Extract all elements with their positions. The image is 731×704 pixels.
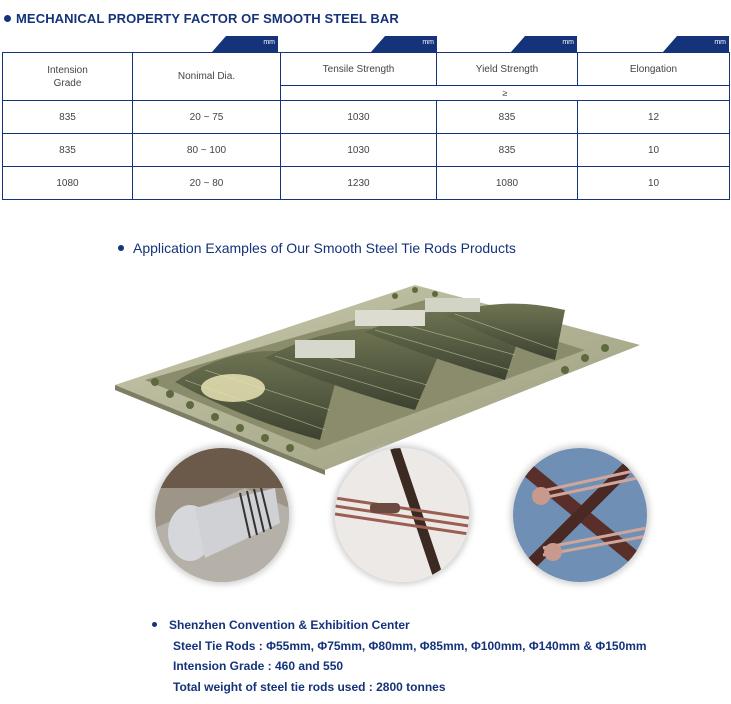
anchor-detail-photo — [155, 448, 289, 582]
intension-grade: Intension Grade : 460 and 550 — [173, 659, 344, 673]
sub-header: ≥ — [281, 86, 730, 101]
table-row: 835 20 ~ 75 1030 835 12 — [3, 101, 730, 134]
header-elongation: Elongation — [578, 53, 730, 86]
clevis-joint-photo — [513, 448, 647, 582]
building-model-image — [115, 270, 640, 480]
bullet-icon — [118, 245, 124, 251]
bullet-icon — [4, 15, 11, 22]
header-grade: Intension Grade — [3, 53, 133, 101]
table-row: 835 80 ~ 100 1030 835 10 — [3, 134, 730, 167]
application-title: Application Examples of Our Smooth Steel Tie Rods Products — [118, 240, 516, 256]
bullet-icon — [152, 622, 157, 627]
unit-tab: mm — [212, 36, 278, 52]
project-info — [152, 615, 647, 697]
unit-tab: mm — [663, 36, 729, 52]
unit-tab: mm — [511, 36, 577, 52]
property-table — [2, 52, 730, 200]
total-weight: Total weight of steel tie rods used : 2800 tonnes — [173, 679, 446, 694]
header-diameter: Nonimal Dia. — [133, 53, 281, 101]
project-name: Shenzhen Convention & Exhibition Center — [152, 615, 647, 636]
header-yield: Yield Strength — [437, 53, 578, 86]
rod-connector-photo — [335, 448, 469, 582]
section-title: MECHANICAL PROPERTY FACTOR OF SMOOTH STEEL BAR — [4, 11, 399, 26]
table-row: 1080 20 ~ 80 1230 1080 10 — [3, 167, 730, 200]
header-tensile: Tensile Strength — [281, 53, 437, 86]
rod-sizes: Steel Tie Rods : Φ55mm, Φ75mm, Φ80mm, Φ85mm, Φ100mm, Φ140mm & Φ150mm — [173, 638, 647, 653]
unit-tab: mm — [371, 36, 437, 52]
